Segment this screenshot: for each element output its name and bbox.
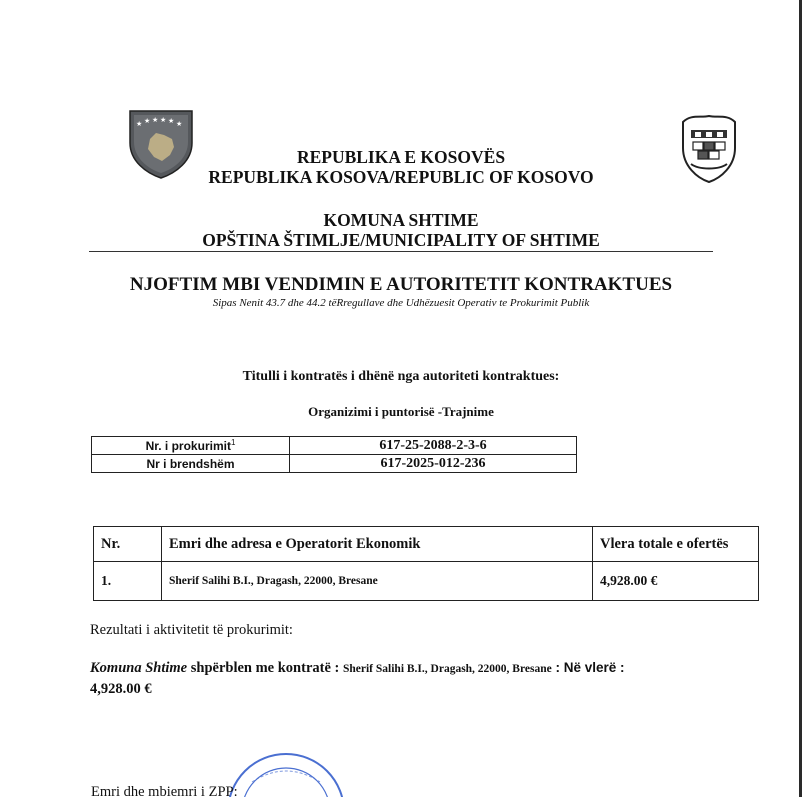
municipality-heading-line2: OPŠTINA ŠTIMLJE/MUNICIPALITY OF SHTIME (202, 230, 600, 250)
contract-title-value: Organizimi i puntorisë -Trajnime (308, 404, 494, 419)
notice-subtitle: Sipas Nenit 43.7 dhe 44.2 tëRregullave dhe Udhëzuesit Operativ te Prokurimit Publik (212, 297, 590, 309)
internal-number-label: Nr i brendshëm (92, 455, 290, 473)
column-header-total-value: Vlera totale e ofertës (593, 527, 759, 562)
row-number: 1. (94, 562, 162, 601)
municipality-heading-line1: KOMUNA SHTIME (323, 210, 479, 230)
procurement-number-label (92, 437, 290, 455)
svg-text:★: ★ (176, 120, 183, 128)
svg-text:★: ★ (168, 117, 175, 125)
svg-text:★: ★ (160, 116, 167, 124)
contracting-authority: Komuna Shtime (90, 660, 188, 676)
winner-operator: Sherif Salihi B.I., Dragash, 22000, Bresane (342, 663, 552, 675)
header-divider (89, 251, 713, 252)
notice-title: NJOFTIM MBI VENDIMIN E AUTORITETIT KONTRAKTUES (129, 274, 673, 295)
offer-total-value: 4,928.00 € (593, 562, 759, 601)
table-header-row (94, 527, 759, 562)
contract-title-label: Titulli i kontratës i dhënë nga autoriteti kontraktues: (242, 369, 560, 384)
result-label: Rezultati i aktivitetit të prokurimit: (90, 622, 293, 638)
award-value: 4,928.00 € (90, 681, 152, 697)
column-header-nr: Nr. (94, 527, 162, 562)
operator-name-address: Sherif Salihi B.I., Dragash, 22000, Bresane (162, 562, 593, 601)
table-row (92, 437, 577, 455)
republic-heading (0, 147, 802, 187)
table-row (94, 562, 759, 601)
award-text: shpërblen me kontratë : (187, 660, 343, 676)
procurement-number-label-text: Nr. i prokurimit (145, 439, 231, 453)
svg-text:★: ★ (136, 120, 143, 128)
column-header-operator: Emri dhe adresa e Operatorit Ekonomik (162, 527, 593, 562)
republic-heading-line2: REPUBLIKA KOSOVA/REPUBLIC OF KOSOVO (208, 167, 594, 187)
economic-operators-table (93, 526, 759, 601)
award-value-label: : Në vlerë : (551, 660, 625, 675)
award-statement (90, 658, 750, 699)
municipality-heading (0, 210, 802, 250)
procurement-officer-label: Emri dhe mbiemri i ZPP: (91, 784, 238, 800)
procurement-number-value: 617-25-2088-2-3-6 (290, 437, 577, 455)
svg-text:★: ★ (152, 116, 159, 124)
footnote-marker: 1 (230, 438, 236, 447)
internal-number-value: 617-2025-012-236 (290, 455, 577, 473)
svg-text:★: ★ (144, 117, 151, 125)
republic-heading-line1: REPUBLIKA E KOSOVËS (296, 147, 506, 167)
reference-numbers-table (91, 436, 577, 473)
table-row (92, 455, 577, 473)
